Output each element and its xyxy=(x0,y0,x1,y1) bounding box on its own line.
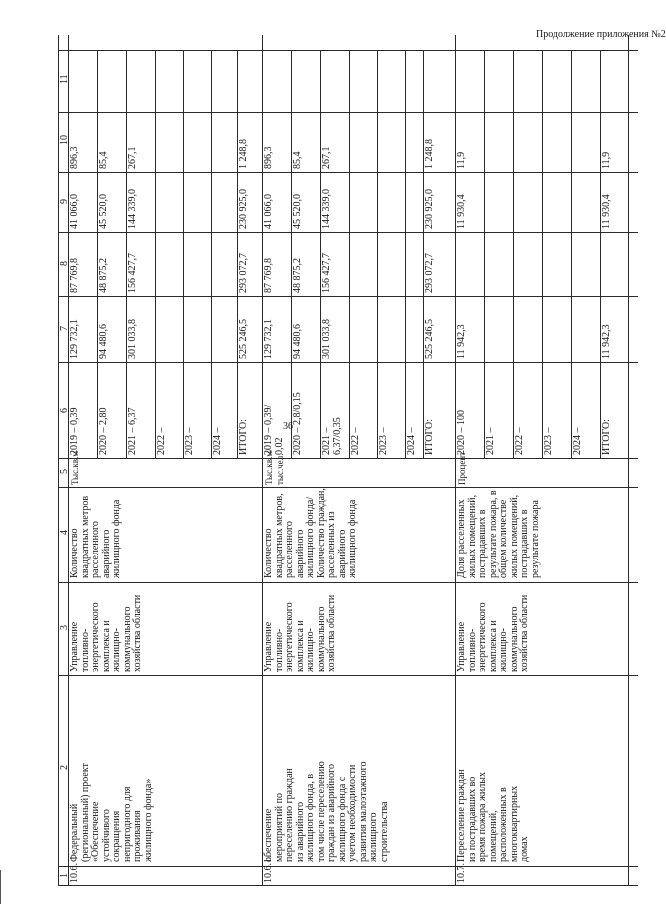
row-10-6-1-name-line: жилищного фонда с xyxy=(336,776,348,862)
column-header-5: 5 xyxy=(59,469,70,474)
row-10-6-1-value-col9: 144 339,0 xyxy=(321,189,332,229)
row-10-6-value-col7: 301 033,8 xyxy=(127,319,138,359)
row-10-7-name-line: из пострадавших во xyxy=(466,776,478,862)
grid-line xyxy=(58,885,638,886)
row-10-6-1-period: 2024 – xyxy=(406,427,417,455)
row-10-6-name-line: устойчивого xyxy=(100,809,112,862)
row-10-6-period: 2024 – xyxy=(212,427,223,455)
row-10-6-1-value-col8: 48 875,2 xyxy=(292,258,303,293)
row-10-6-1-value-col10: 267,1 xyxy=(321,146,332,169)
grid-line xyxy=(571,50,572,458)
row-10-6-executor-line: хозяйства области xyxy=(132,594,143,672)
grid-line xyxy=(513,50,514,458)
row-10-7-value-col9: 11 930,4 xyxy=(456,194,467,229)
row-10-6-value-col8: 156 427,7 xyxy=(127,253,138,293)
row-10-6-1-name-line: развития малоэтажного xyxy=(357,761,369,862)
row-10-6-1-name-line: из аварийного xyxy=(294,801,306,862)
row-10-6-1-executor-line: Управление xyxy=(263,621,274,672)
row-10-6-1-executor-line: коммунального xyxy=(315,606,327,672)
row-10-6-1-executor-line: комплекса и xyxy=(294,620,306,672)
row-10-6-1-value-col9: 45 520,0 xyxy=(292,194,303,229)
row-10-6-indicator-line: Количество xyxy=(69,528,80,578)
grid-line xyxy=(542,50,543,458)
row-10-7-period: ИТОГО: xyxy=(601,419,612,455)
row-10-6-1-period: 2019 – 0,39/ xyxy=(263,404,274,455)
row-10-7-period: 2023 – xyxy=(543,427,554,455)
row-10-6-1-name-line: учетом необходимости xyxy=(347,764,358,862)
row-10-6-value-col8: 48 875,2 xyxy=(98,258,109,293)
row-10-6-1-indicator-line: расселенного xyxy=(284,521,295,578)
row-10-6-period: 2021 – 6,37 xyxy=(127,407,138,455)
row-10-6-1-period: 2022 – xyxy=(350,427,361,455)
row-10-6-executor-line: энергетического xyxy=(90,602,101,672)
grid-line xyxy=(58,362,638,363)
row-10-6-executor-line: комплекса и xyxy=(100,620,112,672)
row-10-6-executor-line: коммунального xyxy=(121,606,133,672)
row-10-6-1-indicator-line: аварийного xyxy=(294,529,306,578)
row-10-7-indicator-line: пострадавших в xyxy=(519,509,530,578)
column-header-11: 11 xyxy=(59,74,70,84)
row-10-7-name-line: помещений, xyxy=(487,810,499,862)
row-10-6-period: 2019 – 0,39 xyxy=(69,407,80,455)
row-10-6-1-executor-line: топливно- xyxy=(273,628,285,672)
row-10-6-period: 2022 – xyxy=(156,427,167,455)
row-10-6-indicator-line: квадратных метров xyxy=(79,495,91,578)
row-10-7-indicator-line: общем количестве xyxy=(498,499,509,578)
row-10-6-name-line: «Обеспечение xyxy=(90,801,101,862)
row-10-6-1-value-col8: 156 427,7 xyxy=(321,253,332,293)
row-10-6-value-col8: 87 769,8 xyxy=(69,258,80,293)
row-10-6-value-col10: 1 248,8 xyxy=(238,139,249,169)
row-10-6-1-value-col9: 41 066,0 xyxy=(263,194,274,229)
row-10-6-1-value-col8: 293 072,7 xyxy=(424,253,435,293)
row-10-6-1-unit: тыс.чел. xyxy=(274,453,285,485)
row-10-6-1-value-col10: 896,3 xyxy=(263,146,274,169)
row-10-6-name-line: проживания xyxy=(132,810,143,862)
grid-line xyxy=(58,50,638,51)
column-header-2: 2 xyxy=(59,765,70,770)
row-10-6-value-col10: 85,4 xyxy=(98,151,109,169)
row-10-6-1-name-line: том числе переселению xyxy=(315,761,327,862)
row-10-6-value-col9: 41 066,0 xyxy=(69,194,80,229)
row-10-6-1-name-line: мероприятий по xyxy=(273,793,285,862)
row-10-6-1-name-line: жилищного фонда, в xyxy=(305,773,316,862)
grid-line xyxy=(58,232,638,233)
grid-line xyxy=(58,172,638,173)
row-10-6-value-col7: 525 246,5 xyxy=(238,319,249,359)
row-10-6-1-period: ИТОГО: xyxy=(424,419,435,455)
row-10-6-value-col9: 144 339,0 xyxy=(127,189,138,229)
column-header-6: 6 xyxy=(59,408,70,413)
row-10-6-1-value-col7: 525 246,5 xyxy=(424,319,435,359)
row-10-7-name-line: Переселение граждан xyxy=(456,769,467,862)
row-10-6-1-name-line: переселению граждан xyxy=(284,768,295,862)
row-10-6-1-indicator-line: Количество xyxy=(263,528,274,578)
row-10-6-value-col8: 293 072,7 xyxy=(238,253,249,293)
row-10-6-1-executor-line: хозяйства области xyxy=(326,594,337,672)
row-10-6-value-col7: 129 732,1 xyxy=(69,319,80,359)
row-10-6-1-indicator-line: расселенных из xyxy=(326,511,337,578)
row-10-7-unit: Процент xyxy=(457,451,467,485)
grid-line xyxy=(211,50,212,458)
grid-line xyxy=(155,50,156,458)
row-10-6-1-executor-line: жилищно- xyxy=(305,628,316,672)
row-10-7-executor-line: коммунального xyxy=(508,606,520,672)
row-10-6-1-period: 2020 – 2,8/0,15 xyxy=(292,392,303,455)
row-10-6-period: 2023 – xyxy=(184,427,195,455)
grid-line xyxy=(600,50,601,458)
grid-line xyxy=(183,50,184,458)
row-10-6-1-value-col8: 87 769,8 xyxy=(263,258,274,293)
row-10-6-1-name-line: жилищного xyxy=(368,812,379,862)
row-10-6-name-line: (региональный) проект xyxy=(79,763,91,862)
row-10-6-1-indicator-line: Количество граждан, xyxy=(315,488,327,578)
grid-line xyxy=(58,487,638,488)
row-10-6-1-period: 6,37/0,35 xyxy=(331,417,343,455)
row-10-6-indicator-line: аварийного xyxy=(100,529,112,578)
row-10-6-value-col9: 230 925,0 xyxy=(238,189,249,229)
row-10-6-1-period: 2023 – xyxy=(378,427,389,455)
row-10-7-executor-line: жилищно- xyxy=(498,628,509,672)
row-10-7-period: 2021 – xyxy=(485,427,496,455)
row-10-6-1-number: 10.6.1. xyxy=(263,855,274,883)
row-10-6-1-value-col9: 230 925,0 xyxy=(424,189,435,229)
row-10-6-1-unit: Тыс.кв.м/ xyxy=(264,448,274,485)
page-edge-mark xyxy=(0,870,5,904)
row-10-7-executor-line: хозяйства области xyxy=(519,594,530,672)
grid-line xyxy=(58,296,638,297)
row-10-6-1-value-col10: 85,4 xyxy=(292,151,303,169)
row-10-7-number: 10.7. xyxy=(456,863,467,883)
row-10-6-executor-line: жилищно- xyxy=(111,628,122,672)
grid-line xyxy=(58,458,638,459)
grid-line xyxy=(349,50,350,458)
page-number: 36 xyxy=(283,421,293,432)
row-10-6-unit: Тыс.кв.м xyxy=(70,451,80,485)
row-10-7-value-col7: 11 942,3 xyxy=(456,324,467,359)
row-10-7-indicator-line: результате пожара xyxy=(529,500,541,578)
row-10-6-1-period: 0,02 xyxy=(273,437,285,455)
row-10-7-executor-line: топливно- xyxy=(466,628,478,672)
row-10-7-executor-line: комплекса и xyxy=(487,620,499,672)
row-10-6-name-line: непригодного для xyxy=(121,786,133,862)
grid-line xyxy=(58,35,59,885)
column-header-3: 3 xyxy=(59,625,70,630)
row-10-6-1-value-col10: 1 248,8 xyxy=(424,139,435,169)
row-10-6-name-line: жилищного фонда» xyxy=(142,778,154,862)
grid-line xyxy=(58,112,638,113)
row-10-6-1-indicator-line: аварийного xyxy=(336,529,348,578)
row-10-7-indicator-line: пострадавших в xyxy=(477,509,488,578)
row-10-6-name-line: сокращения xyxy=(111,810,122,862)
row-10-7-name-line: многоквартирных xyxy=(508,785,520,862)
row-10-6-1-name-line: граждан из аварийного xyxy=(326,763,337,862)
row-10-6-1-indicator-line: жилищного фонда xyxy=(347,499,358,578)
row-10-6-1-name-line: обеспечение xyxy=(263,808,274,862)
row-10-7-value-col10: 11,9 xyxy=(601,151,612,169)
row-10-6-1-value-col7: 129 732,1 xyxy=(263,319,274,359)
row-10-6-value-col9: 45 520,0 xyxy=(98,194,109,229)
column-header-7: 7 xyxy=(59,326,70,331)
row-10-7-period: 2022 – xyxy=(514,427,525,455)
grid-line xyxy=(97,50,98,458)
row-10-7-indicator-line: Доля расселенных xyxy=(456,499,467,578)
row-10-6-period: ИТОГО: xyxy=(238,419,249,455)
row-10-6-1-value-col7: 94 480,6 xyxy=(292,324,303,359)
row-10-6-value-col10: 267,1 xyxy=(127,146,138,169)
row-10-6-name-line: Федеральный xyxy=(69,803,80,862)
row-10-7-value-col7: 11 942,3 xyxy=(601,324,612,359)
row-10-6-executor-line: топливно- xyxy=(79,628,91,672)
appendix-caption: Продолжение приложения №2 xyxy=(536,29,666,40)
column-header-1: 1 xyxy=(59,873,70,878)
row-10-6-value-col10: 896,3 xyxy=(69,146,80,169)
row-10-7-indicator-line: жилых помещений, xyxy=(508,494,520,578)
row-10-7-executor-line: энергетического xyxy=(477,602,488,672)
row-10-6-1-indicator-line: квадратных метров, xyxy=(273,493,285,578)
grid-line xyxy=(377,50,378,458)
column-header-10: 10 xyxy=(59,135,70,145)
row-10-7-name-line: время пожара жилых xyxy=(477,772,488,862)
row-10-7-value-col9: 11 930,4 xyxy=(601,194,612,229)
row-10-6-1-executor-line: энергетического xyxy=(284,602,295,672)
row-10-7-period: 2020 – 100 xyxy=(456,410,467,455)
row-10-6-1-value-col7: 301 033,8 xyxy=(321,319,332,359)
row-10-6-1-period: 2021 – xyxy=(321,427,332,455)
column-header-4: 4 xyxy=(59,530,70,535)
row-10-7-value-col10: 11,9 xyxy=(456,151,467,169)
row-10-7-name-line: расположенных в xyxy=(498,787,509,862)
grid-line xyxy=(58,582,638,583)
row-10-6-1-name-line: строительства xyxy=(378,801,390,862)
row-10-7-indicator-line: жилых помещений, xyxy=(466,494,478,578)
row-10-7-period: 2024 – xyxy=(572,427,583,455)
grid-line xyxy=(628,35,629,885)
grid-line xyxy=(58,675,638,676)
grid-line xyxy=(484,50,485,458)
row-10-6-1-indicator-line: жилищного фонда/ xyxy=(305,496,316,578)
row-10-7-indicator-line: результате пожара, в xyxy=(487,490,499,578)
row-10-6-period: 2020 – 2,80 xyxy=(98,407,109,455)
row-10-6-executor-line: Управление xyxy=(69,621,80,672)
row-10-6-indicator-line: расселенного xyxy=(90,521,101,578)
column-header-9: 9 xyxy=(59,199,70,204)
grid-line xyxy=(58,866,638,867)
column-header-8: 8 xyxy=(59,261,70,266)
row-10-7-executor-line: Управление xyxy=(456,621,467,672)
row-10-6-number: 10.6. xyxy=(69,863,80,883)
row-10-6-value-col7: 94 480,6 xyxy=(98,324,109,359)
row-10-6-indicator-line: жилищного фонда xyxy=(111,499,122,578)
row-10-7-name-line: домах xyxy=(519,836,530,862)
grid-line xyxy=(405,50,406,458)
